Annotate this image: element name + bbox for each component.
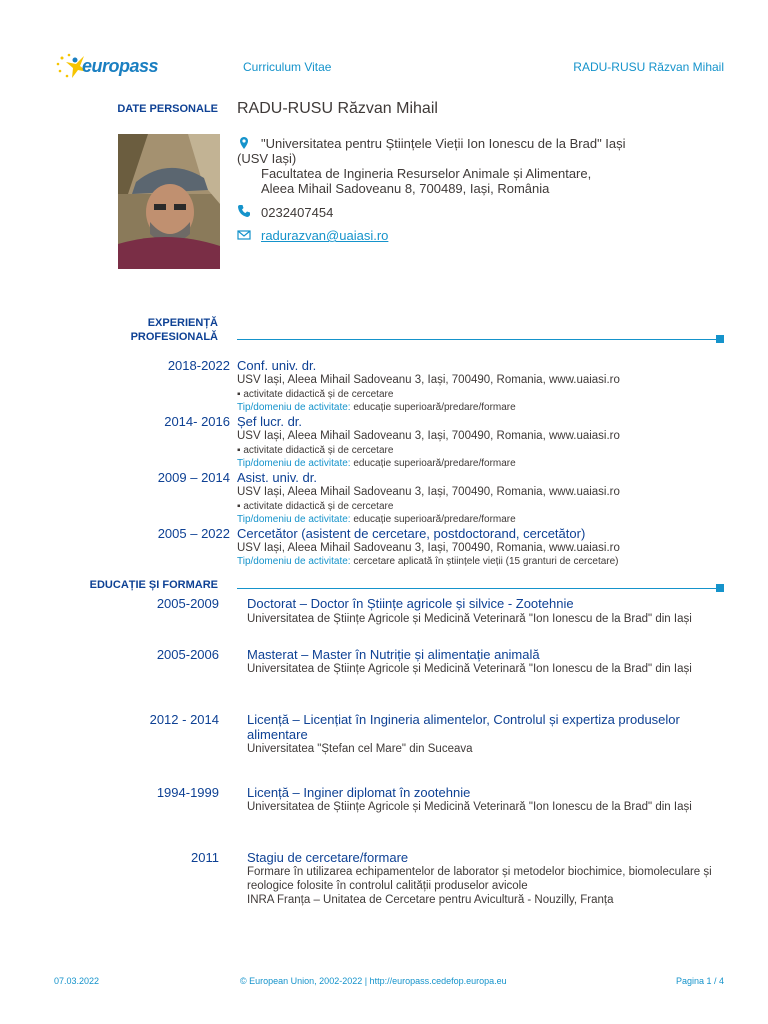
education-institution: INRA Franța – Unitatea de Cercetare pentru Avicultură - Nouzilly, Franța bbox=[247, 894, 614, 906]
section-divider-education bbox=[237, 582, 724, 592]
address-line-1: "Universitatea pentru Științele Vieții Ion Ionescu de la Brad" Iași bbox=[261, 136, 626, 151]
education-description: Formare în utilizarea echipamentelor de laborator și metodelor biochimice, biomoleculare și reologice folosite în controlul calității produselor avicole bbox=[247, 866, 712, 892]
experience-employer: USV Iași, Aleea Mihail Sadoveanu 3, Iași, 700490, Romania, www.uaiasi.ro bbox=[237, 542, 620, 554]
experience-title: Asist. univ. dr. bbox=[237, 470, 317, 485]
experience-domain bbox=[237, 458, 516, 469]
domain-value: educație superioară/predare/formare bbox=[353, 402, 516, 413]
experience-dates: 2014- 2016 bbox=[164, 414, 230, 429]
email-icon bbox=[237, 228, 251, 247]
section-label-experience-line1: EXPERIENȚĂ bbox=[147, 317, 218, 329]
experience-title: Șef lucr. dr. bbox=[237, 414, 303, 429]
experience-activity: ▪ activitate didactică și de cercetare bbox=[237, 389, 394, 400]
education-title: Stagiu de cercetare/formare bbox=[247, 850, 409, 865]
experience-dates: 2005 – 2022 bbox=[157, 526, 230, 541]
full-name: RADU-RUSU Răzvan Mihail bbox=[237, 100, 438, 117]
phone-icon bbox=[237, 204, 251, 223]
section-label-personal: DATE PERSONALE bbox=[117, 103, 218, 115]
education-dates: 2005-2009 bbox=[156, 596, 219, 611]
footer-copyright: © European Union, 2002-2022 | http://europass.cedefop.europa.eu bbox=[240, 976, 507, 986]
education-title: Masterat – Master în Nutriție și alimentație animală bbox=[247, 647, 540, 662]
section-divider-experience bbox=[237, 333, 724, 343]
education-institution: Universitatea "Ștefan cel Mare" din Suceava bbox=[247, 743, 473, 755]
footer-date: 07.03.2022 bbox=[54, 976, 100, 986]
header-person-name: RADU-RUSU Răzvan Mihail bbox=[573, 60, 724, 74]
experience-employer: USV Iași, Aleea Mihail Sadoveanu 3, Iași, 700490, Romania, www.uaiasi.ro bbox=[237, 486, 620, 498]
experience-dates: 2009 – 2014 bbox=[157, 470, 230, 485]
education-dates: 2011 bbox=[191, 850, 219, 865]
document-title: Curriculum Vitae bbox=[243, 60, 332, 74]
experience-domain bbox=[237, 556, 619, 567]
section-label-experience-line2: PROFESIONALĂ bbox=[130, 331, 218, 343]
domain-label: Tip/domeniu de activitate: bbox=[237, 458, 351, 469]
section-label-education: EDUCAȚIE ȘI FORMARE bbox=[89, 579, 218, 591]
experience-domain bbox=[237, 402, 516, 413]
education-dates: 2012 - 2014 bbox=[149, 712, 219, 727]
experience-activity: ▪ activitate didactică și de cercetare bbox=[237, 501, 394, 512]
section-label-experience bbox=[38, 316, 218, 344]
experience-title: Conf. univ. dr. bbox=[237, 358, 317, 373]
education-title: Licență – Inginer diplomat în zootehnie bbox=[247, 785, 471, 800]
footer-page-number: Pagina 1 / 4 bbox=[675, 976, 724, 986]
education-title: Licență – Licențiat în Ingineria alimentelor, Controlul și expertiza produselor alimentare bbox=[247, 712, 680, 742]
education-title: Doctorat – Doctor în Științe agricole și silvice - Zootehnie bbox=[247, 596, 574, 611]
education-dates: 2005-2006 bbox=[156, 647, 219, 662]
experience-activity: ▪ activitate didactică și de cercetare bbox=[237, 445, 394, 456]
address-line-4: Aleea Mihail Sadoveanu 8, 700489, Iași, România bbox=[261, 181, 550, 196]
address-line-2: (USV Iași) bbox=[237, 151, 297, 166]
europass-wordmark: europass bbox=[82, 56, 159, 76]
education-dates: 1994-1999 bbox=[156, 785, 219, 800]
experience-dates: 2018-2022 bbox=[167, 358, 230, 373]
domain-label: Tip/domeniu de activitate: bbox=[237, 556, 351, 567]
experience-title: Cercetător (asistent de cercetare, postdoctorand, cercetător) bbox=[237, 526, 586, 541]
phone-number: 0232407454 bbox=[261, 205, 334, 220]
experience-employer: USV Iași, Aleea Mihail Sadoveanu 3, Iași, 700490, Romania, www.uaiasi.ro bbox=[237, 374, 620, 386]
experience-domain bbox=[237, 514, 516, 525]
address-line-3: Facultatea de Ingineria Resurselor Animale și Alimentare, bbox=[261, 166, 592, 181]
domain-value: educație superioară/predare/formare bbox=[353, 514, 516, 525]
domain-value: educație superioară/predare/formare bbox=[353, 458, 516, 469]
profile-photo bbox=[118, 134, 220, 269]
domain-label: Tip/domeniu de activitate: bbox=[237, 402, 351, 413]
domain-value: cercetare aplicată în științele vieții (15 granturi de cercetare) bbox=[353, 556, 619, 567]
email-link[interactable]: radurazvan@uaiasi.ro bbox=[261, 228, 389, 243]
domain-label: Tip/domeniu de activitate: bbox=[237, 514, 351, 525]
education-institution: Universitatea de Științe Agricole și Medicină Veterinară "Ion Ionescu de la Brad" din Iași bbox=[247, 801, 692, 813]
experience-employer: USV Iași, Aleea Mihail Sadoveanu 3, Iași, 700490, Romania, www.uaiasi.ro bbox=[237, 430, 620, 442]
education-institution: Universitatea de Științe Agricole și Medicină Veterinară "Ion Ionescu de la Brad" din Iași bbox=[247, 663, 692, 675]
education-institution: Universitatea de Științe Agricole și Medicină Veterinară "Ion Ionescu de la Brad" din Iași bbox=[247, 613, 692, 625]
